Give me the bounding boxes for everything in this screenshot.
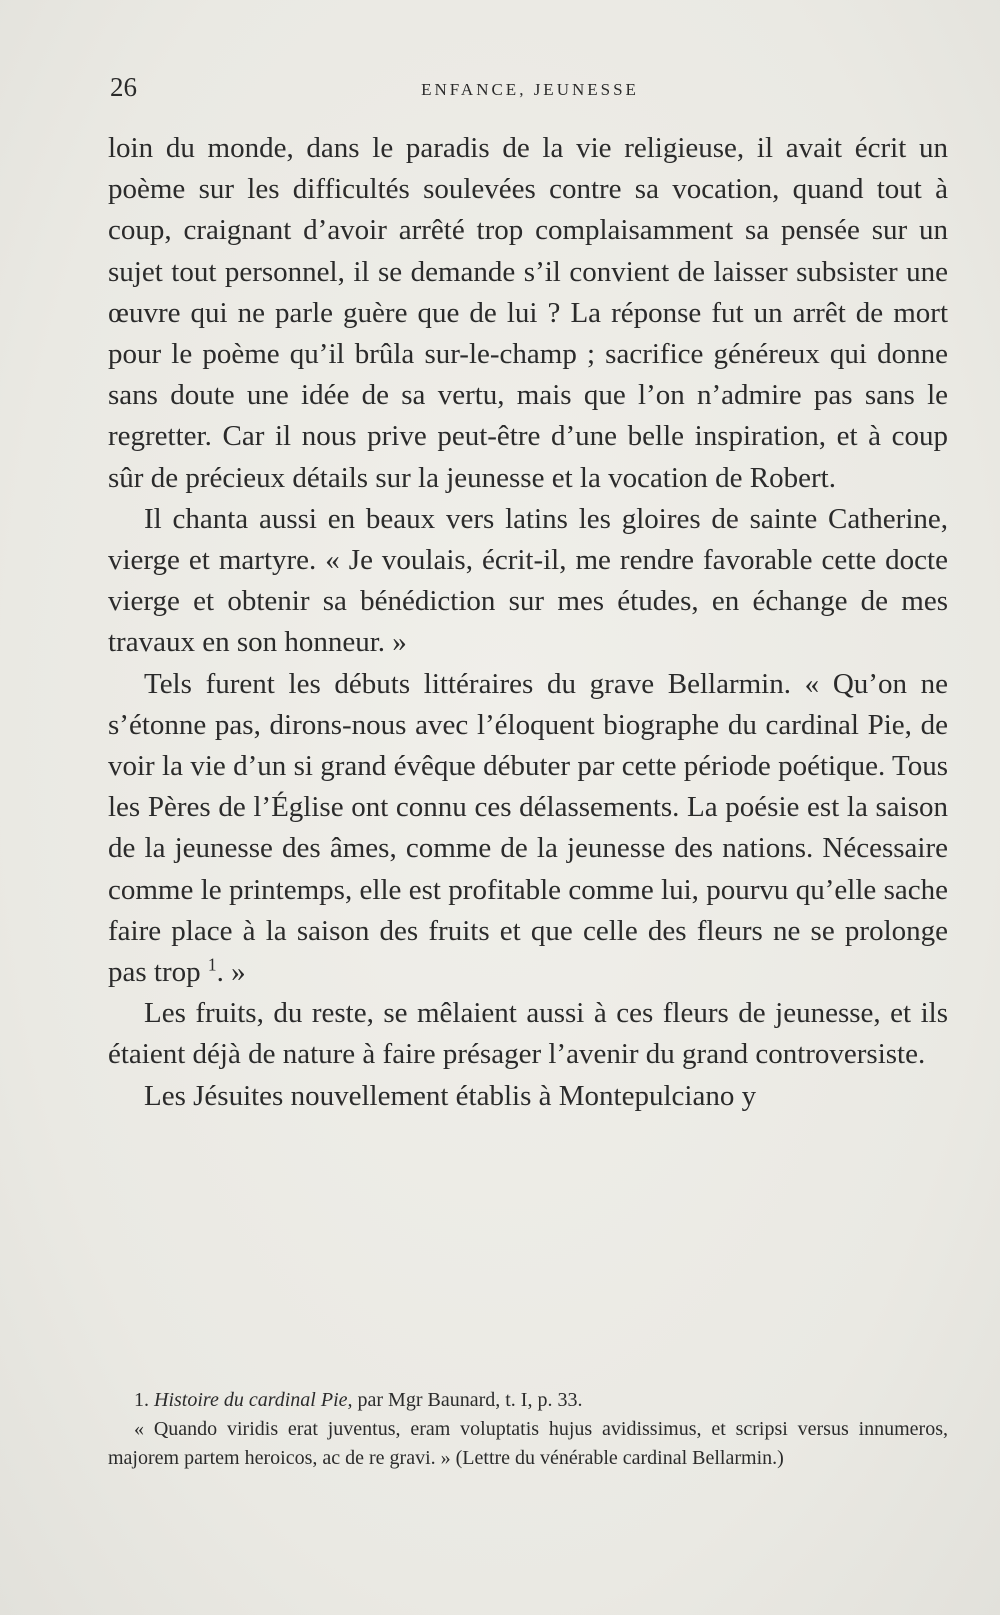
- page-header: [110, 72, 950, 112]
- footnote-reference: 1: [207, 954, 217, 975]
- paragraph-3-end: . »: [216, 956, 246, 989]
- running-head: ENFANCE, JEUNESSE: [421, 80, 639, 99]
- paragraph-4: Les fruits, du reste, se mêlaient aussi à ces fleurs de jeunesse, et ils étaient déjà de nature à faire présager l’avenir du grand controversiste.: [108, 997, 948, 1071]
- paragraph-5: Les Jésuites nouvellement établis à Montepulciano y: [144, 1079, 757, 1112]
- page-number: 26: [110, 72, 137, 102]
- paragraph-3-text: Tels furent les débuts littéraires du grave Bellarmin. « Qu’on ne s’étonne pas, dirons-nous avec l’éloquent biographe du cardinal Pie, de voir la vie d’un si grand évêque débuter par cette période poétique. Tous les Pères de l’Église ont connu ces délassements. La poésie est la saison de la jeunesse des âmes, comme de la jeunesse des nations. Nécessaire comme le printemps, elle est profitable comme lui, pourvu qu’elle sache faire place à la saison des fruits et que celle des fleurs ne se prolonge pas trop: [108, 667, 948, 989]
- footnote-1: [108, 1386, 948, 1415]
- footnote-1-title: Histoire du cardinal Pie,: [154, 1389, 353, 1411]
- body-text: [108, 128, 948, 1117]
- footnote-1-number: 1.: [134, 1389, 149, 1411]
- paragraph-1: loin du monde, dans le paradis de la vie religieuse, il avait écrit un poème sur les difficultés soulevées contre sa vocation, quand tout à coup, craignant d’avoir arrêté trop complaisamment sa pensée sur un sujet tout personnel, il se demande s’il convient de laisser subsister une œuvre qui ne parle guère que de lui ? La réponse fut un arrêt de mort pour le poème qu’il brûla sur-le-champ ; sacrifice généreux qui donne sans doute une idée de sa vertu, mais que l’on n’admire pas sans le regretter. Car il nous prive peut-être d’une belle inspiration, et à coup sûr de précieux détails sur la jeunesse et la vocation de Robert.: [108, 132, 948, 494]
- footnotes: [108, 1386, 948, 1473]
- paragraph-2: Il chanta aussi en beaux vers latins les gloires de sainte Catherine, vierge et martyre. « Je voulais, écrit-il, me rendre favorable cette docte vierge et obtenir sa bénédiction sur mes études, en échange de mes travaux en son honneur. »: [108, 502, 948, 659]
- footnote-1-source: par Mgr Baunard, t. I, p. 33.: [357, 1389, 583, 1411]
- paragraph-3: [108, 664, 948, 994]
- footnote-1-quote: « Quando viridis erat juventus, eram voluptatis hujus avidissimus, et scripsi versus innumeros, majorem partem heroicos, ac de re gravi. » (Lettre du vénérable cardinal Bellarmin.): [108, 1418, 948, 1469]
